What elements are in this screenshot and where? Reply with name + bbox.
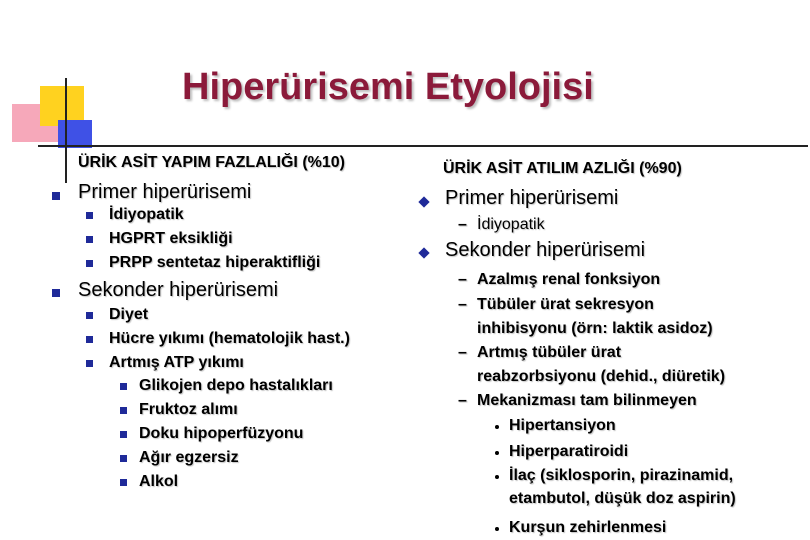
left-sekonder-label: Sekonder hiperürisemi bbox=[78, 279, 279, 301]
atp-cause-item: Glikojen depo hastalıkları bbox=[139, 377, 333, 394]
decor-blue-square bbox=[58, 120, 92, 148]
atp-cause-item: Alkol bbox=[139, 473, 179, 490]
right-primer-label: Primer hiperürisemi bbox=[445, 187, 619, 209]
right-sekonder-item: Tübüler ürat sekresyon bbox=[477, 296, 654, 313]
right-sekonder-label: Sekonder hiperürisemi bbox=[445, 239, 646, 261]
dash-bullet-icon: – bbox=[458, 216, 467, 233]
square-bullet-icon bbox=[120, 431, 127, 438]
left-primer-item: PRPP sentetaz hiperaktifliği bbox=[109, 254, 321, 271]
left-column-header: ÜRİK ASİT YAPIM FAZLALIĞI (%10) bbox=[78, 154, 345, 171]
right-sekonder-item-cont: reabzorbsiyonu (dehid., diüretik) bbox=[477, 368, 726, 385]
dash-bullet-icon: – bbox=[458, 296, 467, 313]
decor-vertical-line bbox=[65, 78, 67, 183]
dash-bullet-icon: – bbox=[458, 344, 467, 361]
dash-bullet-icon: – bbox=[458, 392, 467, 409]
mechanism-unknown-item-cont: etambutol, düşük doz aspirin) bbox=[509, 490, 736, 507]
mechanism-unknown-item: Hiperparatiroidi bbox=[509, 443, 629, 460]
slide-title: Hiperürisemi Etyolojisi bbox=[182, 66, 594, 108]
left-sekonder-item: Diyet bbox=[109, 306, 149, 323]
square-bullet-icon bbox=[52, 192, 60, 200]
atp-cause-item: Ağır egzersiz bbox=[139, 449, 239, 466]
atp-cause-item: Doku hipoperfüzyonu bbox=[139, 425, 304, 442]
dot-bullet-icon bbox=[495, 425, 499, 429]
left-primer-label: Primer hiperürisemi bbox=[78, 181, 252, 203]
square-bullet-icon bbox=[86, 336, 93, 343]
right-sekonder-item: Mekanizması tam bilinmeyen bbox=[477, 392, 697, 409]
title-underline bbox=[38, 145, 808, 147]
square-bullet-icon bbox=[52, 289, 60, 297]
diamond-bullet-icon bbox=[418, 247, 429, 258]
right-sekonder-item-cont: inhibisyonu (örn: laktik asidoz) bbox=[477, 320, 713, 337]
dash-bullet-icon: – bbox=[458, 271, 467, 288]
square-bullet-icon bbox=[86, 236, 93, 243]
square-bullet-icon bbox=[120, 383, 127, 390]
dot-bullet-icon bbox=[495, 527, 499, 531]
square-bullet-icon bbox=[120, 407, 127, 414]
square-bullet-icon bbox=[120, 455, 127, 462]
left-primer-item: İdiyopatik bbox=[109, 206, 184, 223]
right-primer-item: İdiyopatik bbox=[477, 216, 545, 233]
left-sekonder-item: Artmış ATP yıkımı bbox=[109, 354, 244, 371]
square-bullet-icon bbox=[86, 212, 93, 219]
left-primer-item: HGPRT eksikliği bbox=[109, 230, 233, 247]
mechanism-unknown-item: Kurşun zehirlenmesi bbox=[509, 519, 667, 536]
atp-cause-item: Fruktoz alımı bbox=[139, 401, 238, 418]
dot-bullet-icon bbox=[495, 451, 499, 455]
dot-bullet-icon bbox=[495, 475, 499, 479]
mechanism-unknown-item: Hipertansiyon bbox=[509, 417, 616, 434]
mechanism-unknown-item: İlaç (siklosporin, pirazinamid, bbox=[509, 467, 734, 484]
square-bullet-icon bbox=[120, 479, 127, 486]
square-bullet-icon bbox=[86, 260, 93, 267]
left-sekonder-item: Hücre yıkımı (hematolojik hast.) bbox=[109, 330, 350, 347]
diamond-bullet-icon bbox=[418, 196, 429, 207]
square-bullet-icon bbox=[86, 312, 93, 319]
right-column-header: ÜRİK ASİT ATILIM AZLIĞI (%90) bbox=[443, 160, 682, 177]
right-sekonder-item: Artmış tübüler ürat bbox=[477, 344, 622, 361]
square-bullet-icon bbox=[86, 360, 93, 367]
right-sekonder-item: Azalmış renal fonksiyon bbox=[477, 271, 661, 288]
